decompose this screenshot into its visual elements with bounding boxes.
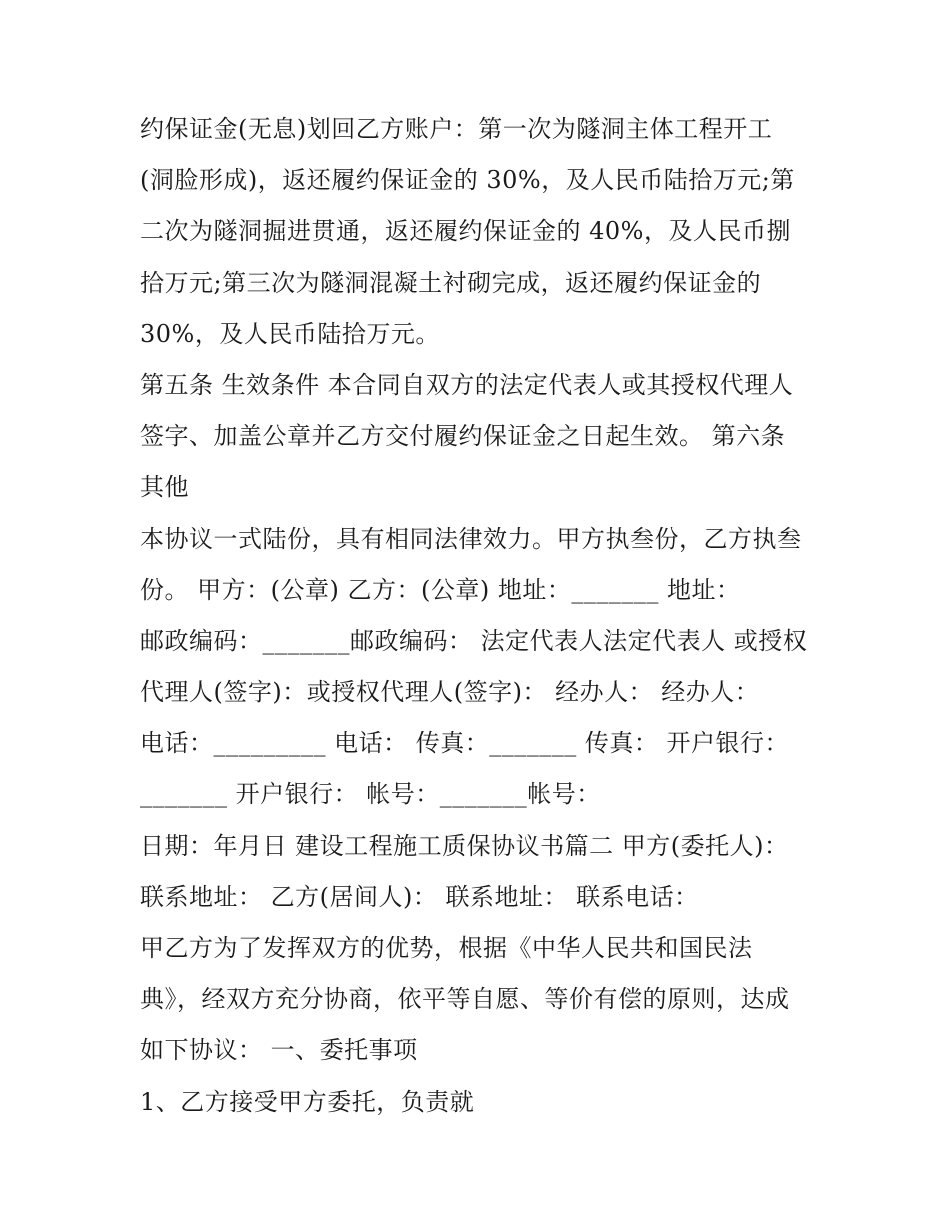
text-line: 1、乙方接受甲方委托，负责就 (140, 1087, 475, 1116)
document-body (140, 104, 830, 1128)
text-line: 本协议一式陆份，具有相同法律效力。甲方执叁份，乙方执叁 (140, 524, 802, 553)
text-line: 约保证金(无息)划回乙方账户：第一次为隧洞主体工程开工 (140, 115, 773, 143)
text-line: 拾万元;第三次为隧洞混凝土衬砌完成，返还履约保证金的 (140, 268, 762, 297)
text-line: 二次为隧洞掘进贯通，返还履约保证金的 40%，及人民币捌 (140, 217, 791, 246)
text-line: 典》，经双方充分协商，依平等自愿、等价有偿的原则，达成 (140, 985, 790, 1014)
text-line: 如下协议： 一、委托事项 (140, 1036, 418, 1065)
text-line: 签字、加盖公章并乙方交付履约保证金之日起生效。 第六条 (140, 422, 786, 451)
text-line: 其他 (140, 473, 189, 502)
text-line: 30%，及人民币陆拾万元。 (140, 319, 440, 348)
text-line: 份。 甲方：(公章) 乙方：(公章) 地址：_______ 地址： (140, 575, 741, 604)
text-line: 日期：年月日 建设工程施工质保协议书篇二 甲方(委托人)： (140, 831, 789, 860)
text-line: 电话：_________ 电话： 传真：_______ 传真： 开户银行： (140, 729, 790, 758)
text-line: (洞脸形成)，返还履约保证金的 30%，及人民币陆拾万元;第 (140, 166, 795, 195)
text-line: 第五条 生效条件 本合同自双方的法定代表人或其授权代理人 (140, 370, 794, 399)
text-line: 甲乙方为了发挥双方的优势，根据《中华人民共和国民法 (140, 934, 753, 962)
text-line: 代理人(签字)：或授权代理人(签字)： 经办人： 经办人： (140, 678, 760, 707)
text-line: _______ 开户银行： 帐号：_______帐号： (140, 780, 601, 809)
text-line: 联系地址： 乙方(居间人)： 联系地址： 联系电话： (140, 882, 699, 911)
text-line: 邮政编码：_______邮政编码： 法定代表人法定代表人 或授权 (140, 626, 808, 655)
